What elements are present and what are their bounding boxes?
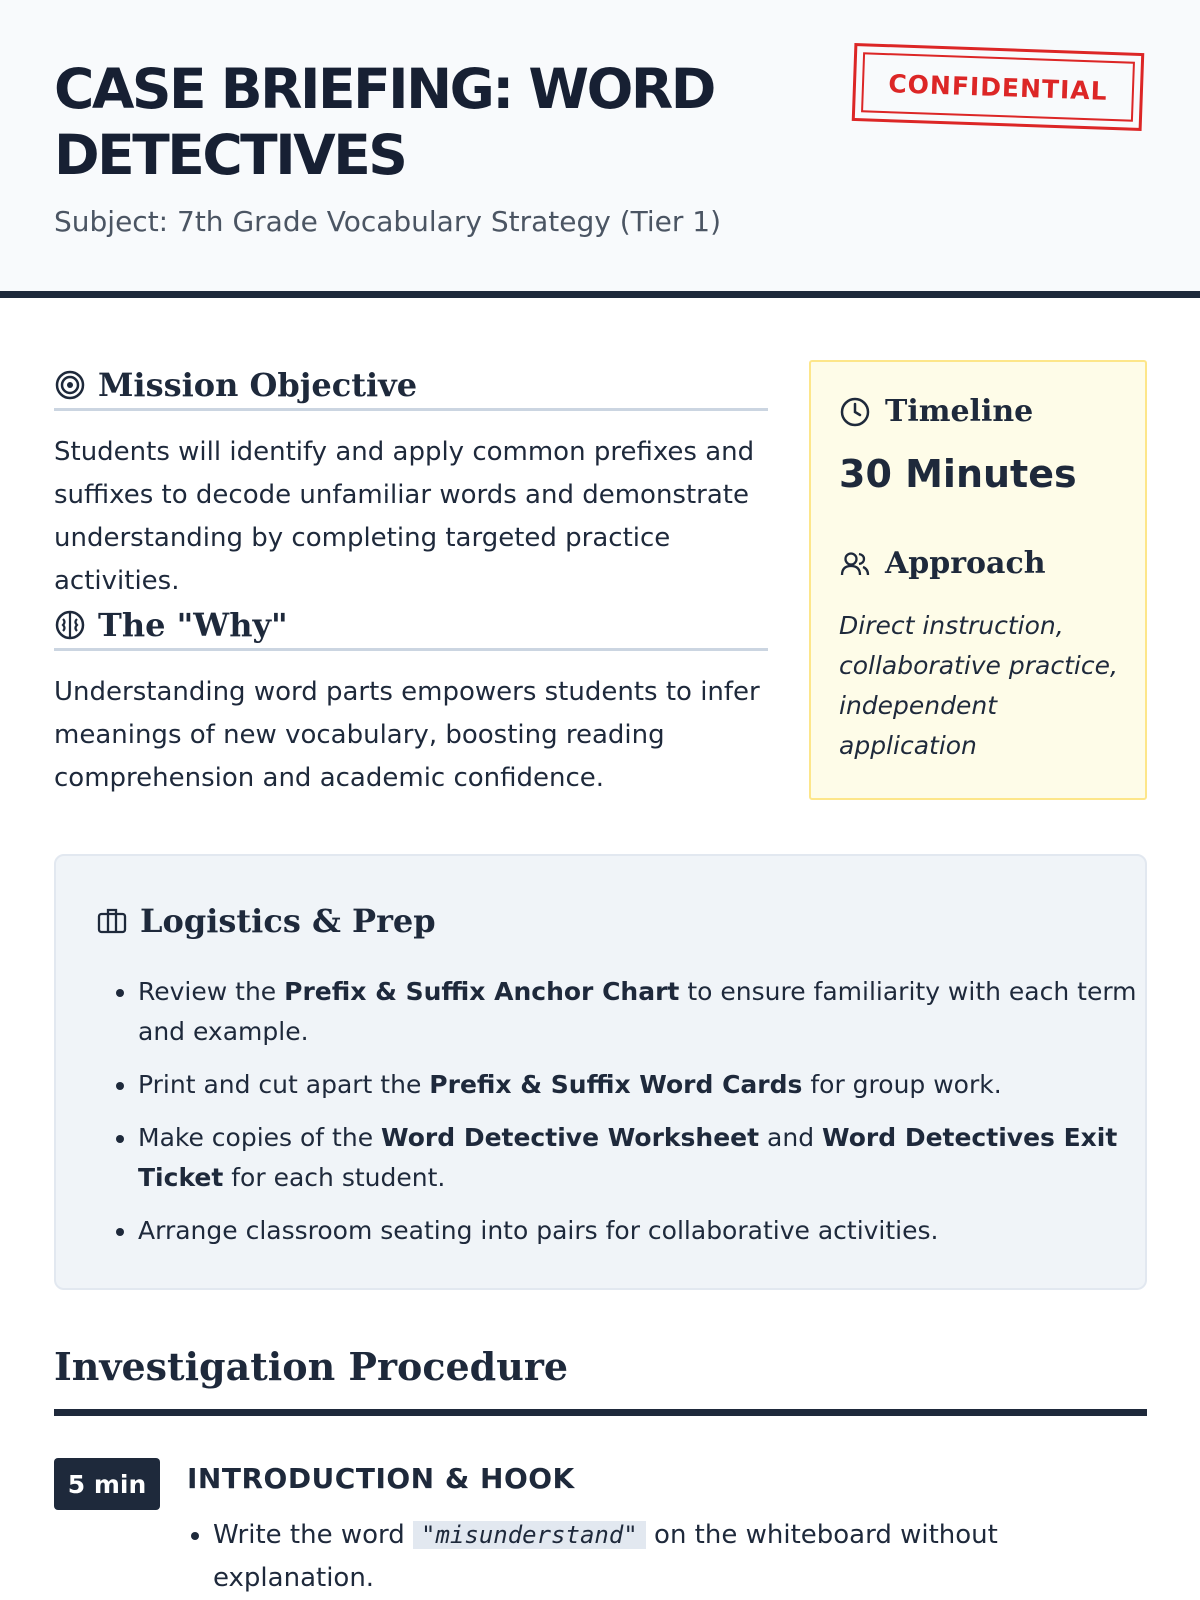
mission-heading-label: Mission Objective xyxy=(98,366,418,404)
mission-text: Students will identify and apply common prefixes and suffixes to decode unfamiliar words and demonstrate understanding by completing targeted practice activities. xyxy=(54,437,755,596)
step-title: INTRODUCTION & HOOK xyxy=(187,1462,575,1495)
mission-heading xyxy=(54,366,768,411)
why-text: Understanding word parts empowers students to infer meanings of new vocabulary, boosting reading comprehension and academic confidence. xyxy=(54,677,760,793)
approach-heading xyxy=(839,546,1046,581)
timeline-label: Timeline xyxy=(885,394,1034,429)
list-item: • Make copies of the Word Detective Worksheet and Word Detectives Exit Ticket for each student. xyxy=(138,1118,1148,1198)
briefing-header xyxy=(0,0,1200,298)
briefcase-icon xyxy=(96,905,128,937)
procedure-divider xyxy=(54,1409,1147,1416)
page-title: CASE BRIEFING: WORD DETECTIVES xyxy=(54,57,714,187)
timeline-card xyxy=(809,360,1147,800)
approach-label: Approach xyxy=(885,546,1046,581)
brain-icon xyxy=(54,609,86,641)
logistics-panel xyxy=(54,854,1147,1290)
clock-icon xyxy=(839,396,871,428)
list-item: • Write the word "misunderstand" on the whiteboard without explanation. xyxy=(213,1514,1073,1600)
logistics-heading-label: Logistics & Prep xyxy=(140,902,436,940)
list-item: • Review the Prefix & Suffix Anchor Chart to ensure familiarity with each term and example. xyxy=(138,972,1148,1052)
target-icon xyxy=(54,369,86,401)
step-list xyxy=(187,1514,1073,1600)
time-badge: 5 min xyxy=(54,1458,160,1510)
why-heading xyxy=(54,606,768,651)
procedure-heading: Investigation Procedure xyxy=(54,1344,569,1389)
page-subtitle: Subject: 7th Grade Vocabulary Strategy (Tier 1) xyxy=(54,205,722,238)
why-heading-label: The "Why" xyxy=(98,606,288,644)
logistics-list xyxy=(96,972,1148,1264)
word-code: "misunderstand" xyxy=(413,1521,646,1549)
users-icon xyxy=(839,548,871,580)
timeline-heading xyxy=(839,394,1033,429)
approach-value: Direct instruction, collaborative practice, independent application xyxy=(839,611,1118,760)
confidential-stamp xyxy=(852,43,1145,131)
list-item: • Print and cut apart the Prefix & Suffix Word Cards for group work. xyxy=(138,1065,1148,1105)
list-item: • Arrange classroom seating into pairs for collaborative activities. xyxy=(138,1211,1148,1251)
logistics-heading xyxy=(96,902,436,940)
stamp-label: CONFIDENTIAL xyxy=(861,52,1135,121)
timeline-value: 30 Minutes xyxy=(839,452,1077,496)
